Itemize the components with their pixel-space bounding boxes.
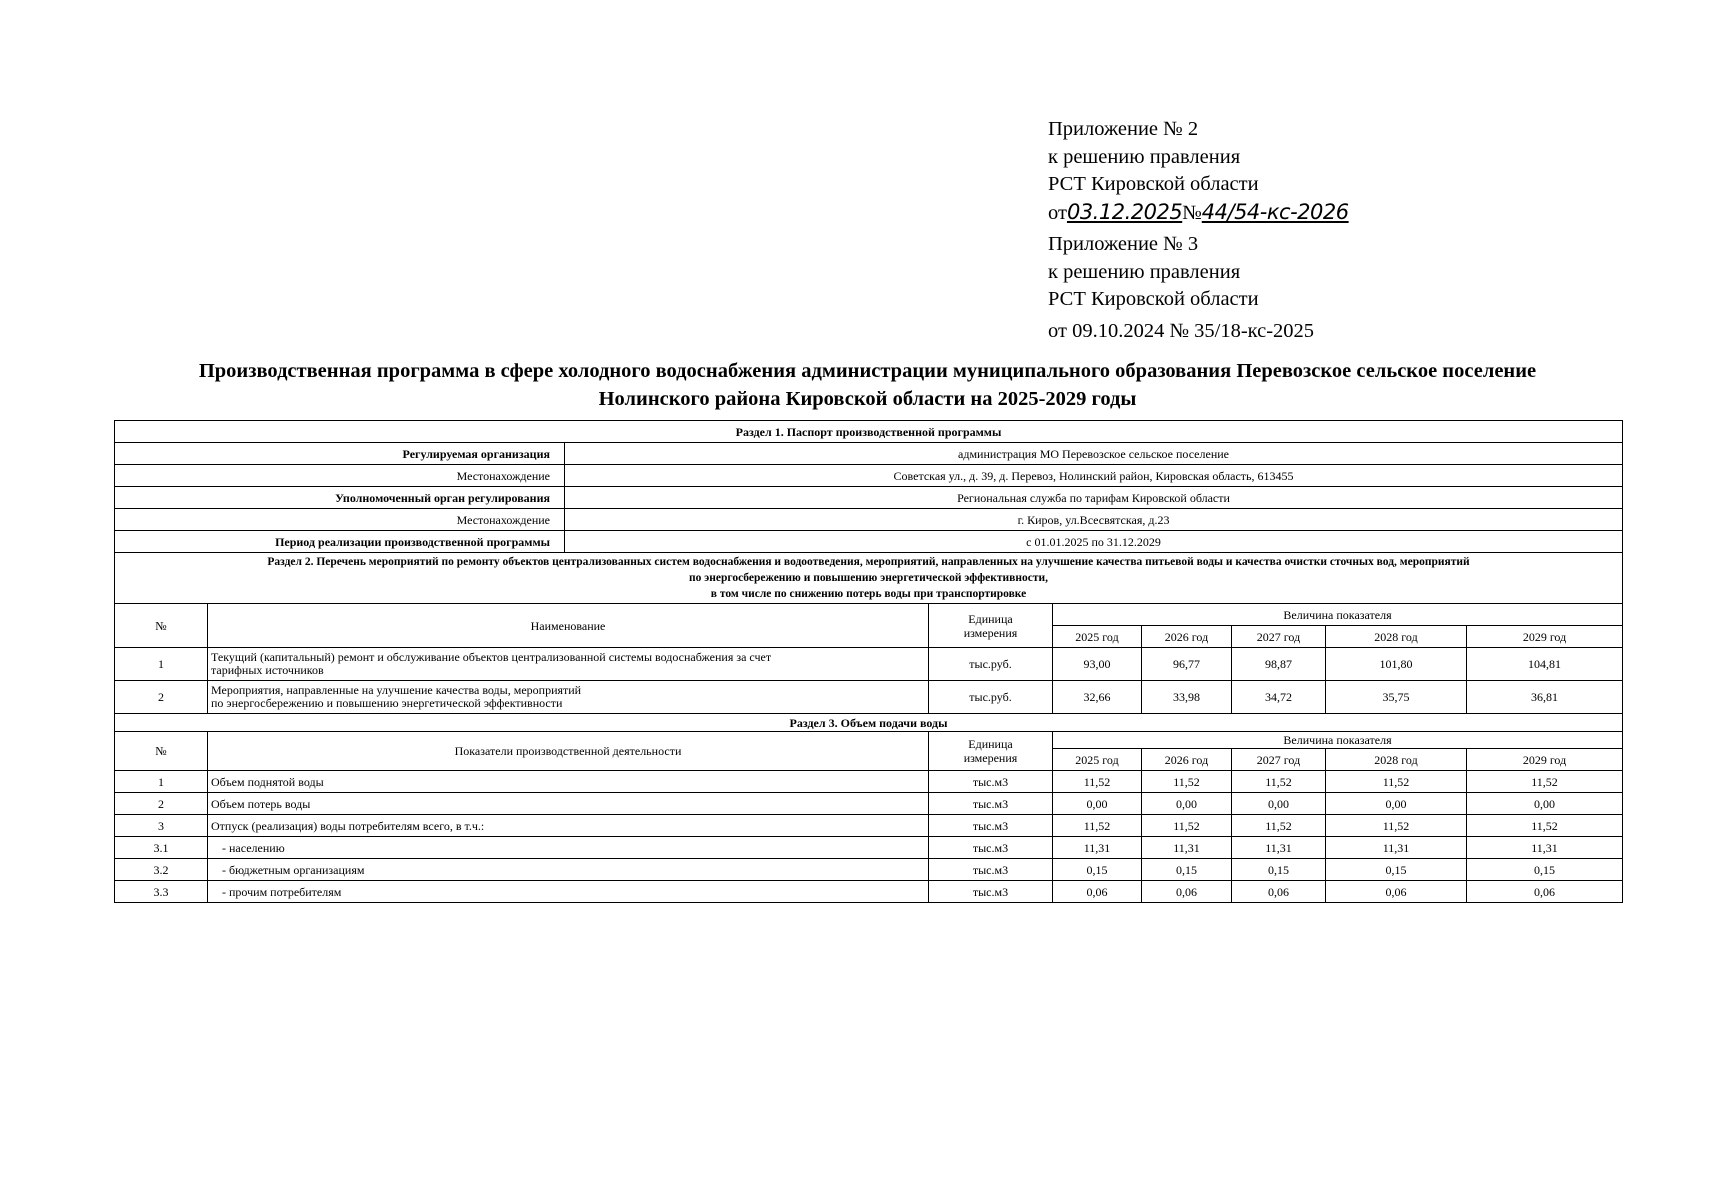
- row-value: 0,00: [1232, 793, 1326, 815]
- row-name: [208, 648, 929, 681]
- row-value: 0,06: [1326, 881, 1467, 903]
- table-row: [115, 681, 1623, 714]
- col-header-year: 2026 год: [1142, 626, 1232, 648]
- row-value: 11,31: [1053, 837, 1142, 859]
- appendix2-ot: от: [1048, 201, 1067, 224]
- col-header-name: Показатели производственной деятельности: [208, 732, 929, 771]
- row-name: - населению: [208, 837, 929, 859]
- col-header-year: 2025 год: [1053, 626, 1142, 648]
- section2-heading-line3: в том числе по снижению потерь воды при транспортировке: [710, 588, 1027, 600]
- col-header-year: 2028 год: [1326, 749, 1467, 771]
- unit-line1: Единица: [968, 611, 1013, 626]
- col-header-year: 2027 год: [1232, 626, 1326, 648]
- row-num: 2: [115, 793, 208, 815]
- row-value: 11,31: [1232, 837, 1326, 859]
- table-row: [115, 648, 1623, 681]
- col-header-name: Наименование: [208, 604, 929, 648]
- row-name-line2: по энергосбережению и повышению энергетической эффективности: [211, 696, 563, 710]
- row-value: Советская ул., д. 39, д. Перевоз, Нолинский район, Кировская область, 613455: [565, 465, 1623, 487]
- appendix3-line2: к решению правления: [1048, 260, 1241, 283]
- col-header-year: 2028 год: [1326, 626, 1467, 648]
- row-value: 96,77: [1142, 648, 1232, 681]
- row-name-line1: Текущий (капитальный) ремонт и обслуживание объектов централизованной системы водоснабжения за счет: [211, 650, 772, 664]
- row-num: 3.3: [115, 881, 208, 903]
- appendix3-line4: от 09.10.2024 № 35/18-кс-2025: [1048, 319, 1315, 342]
- row-value: 0,00: [1142, 793, 1232, 815]
- row-name: Отпуск (реализация) воды потребителям всего, в т.ч.:: [208, 815, 929, 837]
- row-value: Региональная служба по тарифам Кировской области: [565, 487, 1623, 509]
- row-label: Местонахождение: [115, 465, 565, 487]
- row-value: 0,00: [1467, 793, 1623, 815]
- row-value: 0,06: [1053, 881, 1142, 903]
- row-value: администрация МО Перевозское сельское поселение: [565, 443, 1623, 465]
- row-value: 11,52: [1142, 815, 1232, 837]
- appendix2-line1: Приложение № 2: [1048, 118, 1199, 140]
- row-name-line1: Мероприятия, направленные на улучшение качества воды, мероприятий: [211, 683, 582, 697]
- row-value: 34,72: [1232, 681, 1326, 714]
- table-row: [115, 837, 1623, 859]
- row-unit: тыс.руб.: [929, 681, 1053, 714]
- row-num: 3: [115, 815, 208, 837]
- row-value: 11,31: [1326, 837, 1467, 859]
- col-header-unit: [929, 732, 1053, 771]
- row-value: 93,00: [1053, 648, 1142, 681]
- row-value: 11,52: [1467, 815, 1623, 837]
- col-header-num: №: [115, 732, 208, 771]
- row-value: 11,31: [1467, 837, 1623, 859]
- col-header-year: 2029 год: [1467, 626, 1623, 648]
- row-name: Объем поднятой воды: [208, 771, 929, 793]
- row-num: 1: [115, 648, 208, 681]
- row-name: - прочим потребителям: [208, 881, 929, 903]
- row-unit: тыс.м3: [929, 881, 1053, 903]
- row-value: 11,52: [1053, 771, 1142, 793]
- row-value: 101,80: [1326, 648, 1467, 681]
- col-header-year: 2029 год: [1467, 749, 1623, 771]
- row-value: 104,81: [1467, 648, 1623, 681]
- table-row: [115, 465, 1623, 487]
- document-title: [60, 357, 1675, 413]
- row-value: 0,06: [1467, 881, 1623, 903]
- row-value: 11,52: [1142, 771, 1232, 793]
- col-header-year: 2025 год: [1053, 749, 1142, 771]
- row-name: - бюджетным организациям: [208, 859, 929, 881]
- col-header-value: Величина показателя: [1053, 732, 1623, 749]
- row-value: 11,52: [1232, 815, 1326, 837]
- row-label: Период реализации производственной программы: [115, 531, 565, 553]
- row-value: 36,81: [1467, 681, 1623, 714]
- appendix2-line2: к решению правления: [1048, 145, 1241, 168]
- section2-heading: [115, 553, 1623, 604]
- row-unit: тыс.руб.: [929, 648, 1053, 681]
- row-value: 32,66: [1053, 681, 1142, 714]
- col-header-unit: [929, 604, 1053, 648]
- col-header-value: Величина показателя: [1053, 604, 1623, 626]
- row-unit: тыс.м3: [929, 837, 1053, 859]
- row-label: Уполномоченный орган регулирования: [115, 487, 565, 509]
- row-label: Местонахождение: [115, 509, 565, 531]
- row-value: 0,06: [1232, 881, 1326, 903]
- col-header-year: 2027 год: [1232, 749, 1326, 771]
- row-value: 0,15: [1326, 859, 1467, 881]
- table-row: [115, 793, 1623, 815]
- row-num: 3.2: [115, 859, 208, 881]
- col-header-year: 2026 год: [1142, 749, 1232, 771]
- row-value: 11,52: [1053, 815, 1142, 837]
- row-label: Регулируемая организация: [115, 443, 565, 465]
- appendix3-line1: Приложение № 3: [1048, 233, 1199, 255]
- row-value: 98,87: [1232, 648, 1326, 681]
- row-num: 1: [115, 771, 208, 793]
- appendix2-number-sign: №: [1182, 201, 1202, 224]
- table-row: [115, 859, 1623, 881]
- row-name-line2: тарифных источников: [211, 663, 324, 677]
- production-program-table: [114, 420, 1623, 903]
- row-value: 35,75: [1326, 681, 1467, 714]
- row-value: 0,06: [1142, 881, 1232, 903]
- section2-heading-line1: Раздел 2. Перечень мероприятий по ремонту объектов централизованных систем водоснабжения и водоотведения, мероприятий, направленных на улучшение качества питьевой воды и качества очистки сточных вод, мероприятий: [267, 556, 1470, 568]
- unit-line1: Единица: [968, 737, 1013, 751]
- table-row: [115, 531, 1623, 553]
- row-value: 0,00: [1053, 793, 1142, 815]
- row-value: 0,15: [1467, 859, 1623, 881]
- row-value: 0,00: [1326, 793, 1467, 815]
- title-line2: Нолинского района Кировской области на 2025-2029 годы: [598, 388, 1137, 410]
- appendix2-handwritten-date: 03.12.2025: [1066, 199, 1183, 224]
- title-line1: Производственная программа в сфере холодного водоснабжения администрации муниципального образования Перевозское сельское поселение: [198, 360, 1537, 382]
- row-value: 11,52: [1232, 771, 1326, 793]
- row-num: 3.1: [115, 837, 208, 859]
- row-value: 0,15: [1232, 859, 1326, 881]
- table-row: [115, 815, 1623, 837]
- section1-heading: Раздел 1. Паспорт производственной программы: [115, 421, 1623, 443]
- row-value: с 01.01.2025 по 31.12.2029: [565, 531, 1623, 553]
- row-value: 0,15: [1053, 859, 1142, 881]
- row-value: 33,98: [1142, 681, 1232, 714]
- appendix2-line3: РСТ Кировской области: [1048, 173, 1259, 195]
- row-value: 11,52: [1467, 771, 1623, 793]
- row-name: Объем потерь воды: [208, 793, 929, 815]
- row-value: 11,31: [1142, 837, 1232, 859]
- table-row: [115, 443, 1623, 465]
- row-name: [208, 681, 929, 714]
- unit-line2: измерения: [963, 751, 1018, 765]
- row-value: г. Киров, ул.Всесвятская, д.23: [565, 509, 1623, 531]
- row-unit: тыс.м3: [929, 793, 1053, 815]
- table-row: [115, 509, 1623, 531]
- unit-line2: измерения: [963, 625, 1018, 640]
- section3-heading: Раздел 3. Объем подачи воды: [115, 714, 1623, 732]
- appendix-block: [1048, 116, 1349, 345]
- col-header-num: №: [115, 604, 208, 648]
- row-unit: тыс.м3: [929, 815, 1053, 837]
- row-value: 11,52: [1326, 815, 1467, 837]
- row-value: 0,15: [1142, 859, 1232, 881]
- appendix2-handwritten-number: 44/54-кс-2026: [1201, 199, 1349, 224]
- appendix3-line3: РСТ Кировской области: [1048, 288, 1259, 310]
- table-row: [115, 881, 1623, 903]
- section2-heading-line2: по энергосбережению и повышению энергетической эффективности,: [689, 572, 1048, 584]
- table-row: [115, 771, 1623, 793]
- row-num: 2: [115, 681, 208, 714]
- row-unit: тыс.м3: [929, 771, 1053, 793]
- row-unit: тыс.м3: [929, 859, 1053, 881]
- table-row: [115, 487, 1623, 509]
- row-value: 11,52: [1326, 771, 1467, 793]
- appendix2-decision-line: [1048, 199, 1349, 228]
